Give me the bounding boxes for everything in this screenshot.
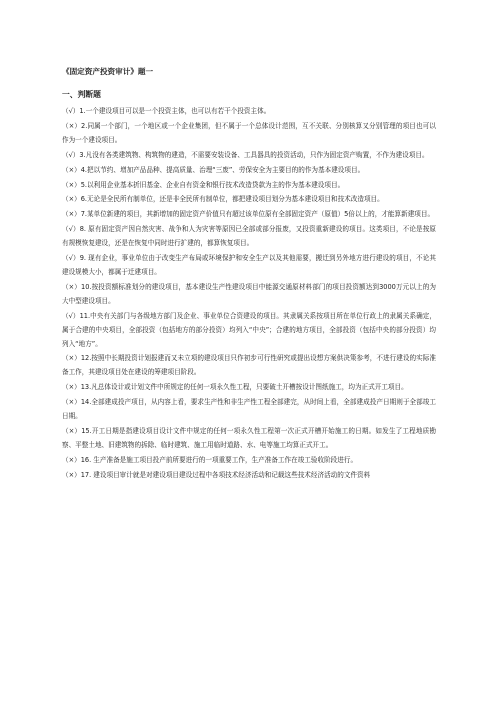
- question-item: [62, 381, 436, 395]
- question-list: [62, 105, 436, 483]
- question-text: 15.开工日期是指建设项目设计文件中规定的任何一项永久性工程第一次正式开槽开始施工的日期。如发生了工程地质勘察、平整土地、旧建筑物的拆除、临时建筑、施工用临时道路、水、电等施工均算正式开工。: [62, 426, 436, 449]
- question-text: 14.全部建成投产项目，从内容上看，要求生产性和非生产性工程全部建完，从时间上看，全部建成投产日期则于全部竣工日期。: [62, 398, 437, 421]
- question-text: 16. 生产准备是施工项目投产前所要进行的一项重要工作，生产准备工作在竣工验收阶段进行。: [80, 455, 358, 464]
- answer-mark: （×）: [62, 180, 81, 189]
- answer-mark: （×）: [62, 210, 81, 219]
- question-text: 17. 建设项目审计就是对建设项目建设过程中各项技术经济活动和记载这些技术经济活动的文件资料: [80, 470, 371, 479]
- question-text: 12.按照中长期投资计划报建而又未立项的建设项目只作初步可行性研究或提出设想方案供决策参考，不进行建设的实际准备工作，其建设项目处在建设的筹建项目阶段。: [62, 354, 437, 377]
- question-item: [62, 310, 436, 352]
- question-text: 8. 原有固定资产因自然灾害、战争和人为灾害等原因已全部或部分报废，又投资重新建设的项目。这类项目，不论是按原有规模恢复建设，还是在恢复中同时进行扩建的，都算恢复项目。: [62, 225, 436, 248]
- question-item: [62, 105, 436, 119]
- answer-mark: （×）: [62, 455, 81, 464]
- question-item: [62, 223, 436, 251]
- question-text: 10.按投资额标准划分的建设项目，基本建设生产性建设项目中能源交通原材料部门的项目投资额达到3000万元以上的为大中型建设项目。: [62, 282, 437, 305]
- answer-mark: （×）: [62, 195, 81, 204]
- question-text: 11.中央有关部门与各级地方部门及企业、事业单位合资建设的项目。其隶属关系按项目所在单位行政上的隶属关系确定，属于合建的中央项目，全部投资（包括地方的部分投资）均列入“中央”；合建的地方项目，全部投资（包括中央的部分投资）均列入“地方”。: [62, 311, 437, 348]
- section-heading: 一、判断题: [62, 90, 101, 99]
- question-text: 13.凡总体设计或计划文件中所规定的任何一项永久性工程，只要破土开槽按设计图纸施工，均为正式开工项目。: [80, 383, 408, 392]
- answer-mark: （×）: [62, 470, 81, 479]
- answer-mark: （√）: [62, 150, 80, 159]
- question-item: [62, 252, 436, 280]
- question-text: 2.同属一个部门，一个地区或一个企业集团，但不属于一个总体设计范围，互不关联、分别核算又分别管理的项目也可以作为一个建设项目。: [62, 121, 436, 144]
- question-item: [62, 396, 436, 424]
- question-item: [62, 425, 436, 453]
- answer-mark: （×）: [62, 354, 81, 363]
- answer-mark: （×）: [62, 398, 81, 407]
- question-item: [62, 469, 436, 483]
- question-text: 4.把以节约、增加产品品种、提高质量、治理“三废”、劳保安全为主要目的的作为基本建设项目。: [80, 165, 365, 174]
- question-item: [62, 208, 436, 222]
- answer-mark: （×）: [62, 121, 82, 130]
- question-item: [62, 179, 436, 193]
- answer-mark: （×）: [62, 282, 81, 291]
- question-text: 1.一个建设项目可以是一个投资主体，也可以有若干个投资主体。: [79, 107, 271, 115]
- question-text: 5.以利用企业基本折旧基金、企业自有资金和银行技术改造贷款为主的作为基本建设项目。: [80, 180, 345, 189]
- document-title: 《固定资产投资审计》题一: [62, 67, 154, 76]
- answer-mark: （√）: [62, 107, 80, 115]
- question-item: [62, 454, 436, 468]
- question-item: [62, 164, 436, 178]
- question-text: 3.凡没有各类建筑物、构筑物的建造，不需要安装设备、工具器具的投资活动，只作为固定资产购置，不作为建设项目。: [79, 150, 429, 159]
- answer-mark: （×）: [62, 383, 81, 392]
- question-item: [62, 281, 436, 309]
- answer-mark: （×）: [62, 426, 82, 435]
- question-text: 9. 现有企业，事业单位由于改变生产布局或环境保护和安全生产以及其他需要，搬迁到另外地方进行建设的项目，不论其建设规模大小，都属于迁建项目。: [62, 254, 436, 276]
- question-item: [62, 149, 436, 163]
- question-text: 6.无论是全民所有制单位，还是非全民所有制单位，都把建设项目划分为基本建设项目和技术改造项目。: [80, 195, 384, 204]
- answer-mark: （√）: [62, 311, 80, 320]
- question-item: [62, 352, 436, 380]
- question-text: 7.某单位新建的项目，其新增加的固定资产价值只有超过该单位原有全部固定资产（原值）5倍以上的，才能算新建项目。: [80, 210, 435, 219]
- answer-mark: （√）: [62, 254, 80, 263]
- question-item: [62, 193, 436, 207]
- answer-mark: （√）: [62, 225, 80, 234]
- answer-mark: （×）: [62, 165, 81, 174]
- question-item: [62, 120, 436, 148]
